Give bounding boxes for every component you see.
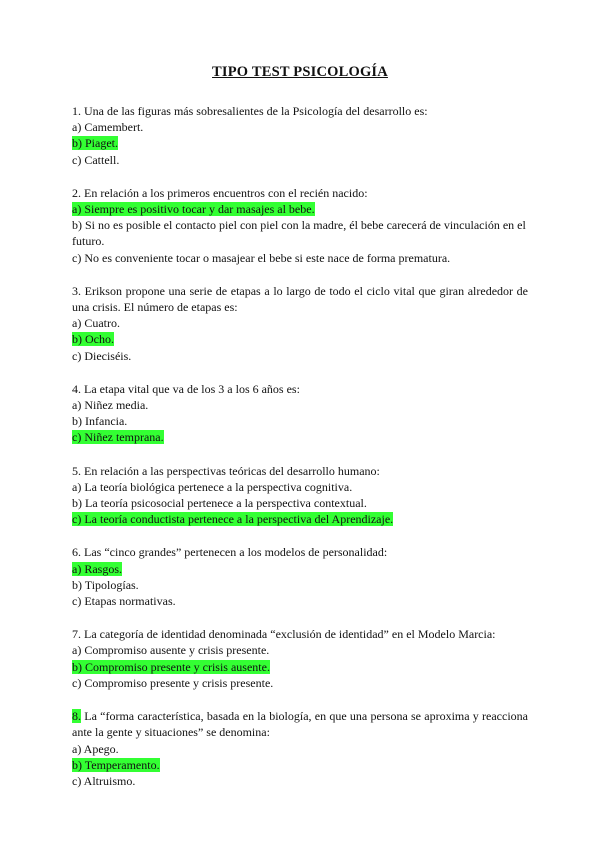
answer-option-correct bbox=[72, 757, 528, 773]
answer-option-text: a) Apego. bbox=[72, 741, 119, 756]
question-block bbox=[72, 103, 528, 168]
answer-option bbox=[72, 479, 528, 495]
answer-option-correct bbox=[72, 659, 528, 675]
answer-option bbox=[72, 315, 528, 331]
document-page bbox=[72, 62, 528, 806]
question-stem: 1. Una de las figuras más sobresalientes de la Psicología del desarrollo es: bbox=[72, 104, 428, 118]
question-text bbox=[72, 185, 528, 201]
answer-option bbox=[72, 495, 528, 511]
answer-option-text: c) Compromiso presente y crisis presente. bbox=[72, 675, 274, 690]
answer-option-text: a) Niñez media. bbox=[72, 398, 149, 413]
answer-option-correct bbox=[72, 201, 528, 217]
answer-option-text: c) Etapas normativas. bbox=[72, 594, 176, 609]
answer-option-text: b) Temperamento. bbox=[72, 757, 160, 772]
answer-option-text: c) No es conveniente tocar o masajear el bebe si este nace de forma prematura. bbox=[72, 250, 451, 265]
answer-option-correct bbox=[72, 511, 528, 527]
answer-option-text: a) Siempre es positivo tocar y dar masajes al bebe. bbox=[72, 202, 315, 217]
answer-option-text: c) Dieciséis. bbox=[72, 348, 132, 363]
question-text bbox=[72, 381, 528, 397]
answer-option-text: b) Compromiso presente y crisis ausente. bbox=[72, 659, 270, 674]
question-block bbox=[72, 463, 528, 528]
answer-option-text: a) Cuatro. bbox=[72, 316, 120, 331]
question-text bbox=[72, 283, 528, 315]
question-stem: La “forma característica, basada en la biología, en que una persona se aproxima y reacciona ante la gente y situaciones” se denomina: bbox=[72, 709, 528, 740]
answer-option bbox=[72, 577, 528, 593]
document-title: TIPO TEST PSICOLOGÍA bbox=[212, 64, 388, 80]
answer-option-correct bbox=[72, 561, 528, 577]
answer-option-text: a) Rasgos. bbox=[72, 561, 122, 576]
question-block bbox=[72, 626, 528, 691]
answer-option bbox=[72, 217, 528, 249]
answer-option-text: c) Cattell. bbox=[72, 152, 120, 167]
answer-option-correct bbox=[72, 429, 528, 445]
answer-option-correct bbox=[72, 331, 528, 347]
question-stem: 4. La etapa vital que va de los 3 a los 6 años es: bbox=[72, 381, 300, 396]
question-block bbox=[72, 283, 528, 364]
question-stem: 6. Las “cinco grandes” pertenecen a los modelos de personalidad: bbox=[72, 545, 388, 560]
question-text bbox=[72, 544, 528, 560]
question-block bbox=[72, 381, 528, 446]
answer-option-correct bbox=[72, 135, 528, 151]
question-text bbox=[72, 626, 528, 642]
question-stem: 3. Erikson propone una serie de etapas a lo largo de todo el ciclo vital que giran alrededor de una crisis. El número de etapas es: bbox=[72, 283, 528, 315]
question-text bbox=[72, 103, 528, 119]
answer-option bbox=[72, 773, 528, 789]
answer-option-text: a) La teoría biológica pertenece a la perspectiva cognitiva. bbox=[72, 479, 353, 494]
question-stem: 2. En relación a los primeros encuentros con el recién nacido: bbox=[72, 185, 368, 200]
question-stem: 7. La categoría de identidad denominada “exclusión de identidad” en el Modelo Marcia: bbox=[72, 627, 496, 642]
answer-option bbox=[72, 675, 528, 691]
answer-option-text: c) Altruismo. bbox=[72, 773, 136, 788]
answer-option bbox=[72, 348, 528, 364]
answer-option-text: b) Piaget. bbox=[72, 136, 118, 151]
answer-option bbox=[72, 397, 528, 413]
answer-option-text: a) Compromiso ausente y crisis presente. bbox=[72, 643, 270, 658]
question-list bbox=[72, 103, 528, 789]
answer-option-text: b) Tipologías. bbox=[72, 577, 139, 592]
question-block bbox=[72, 544, 528, 609]
answer-option bbox=[72, 152, 528, 168]
answer-option bbox=[72, 741, 528, 757]
answer-option-text: a) Camembert. bbox=[72, 120, 144, 135]
answer-option-text: c) La teoría conductista pertenece a la perspectiva del Aprendizaje. bbox=[72, 512, 394, 527]
answer-option-text: c) Niñez temprana. bbox=[72, 430, 164, 445]
answer-option-text: b) La teoría psicosocial pertenece a la perspectiva contextual. bbox=[72, 496, 367, 511]
answer-option-text: b) Ocho. bbox=[72, 332, 114, 347]
question-text bbox=[72, 463, 528, 479]
answer-option-text: b) Si no es posible el contacto piel con piel con la madre, él bebe carecerá de vinculación en el futuro. bbox=[72, 218, 526, 249]
question-number: 8. bbox=[72, 709, 81, 724]
question-block bbox=[72, 708, 528, 789]
answer-option bbox=[72, 250, 528, 266]
question-text bbox=[72, 708, 528, 740]
answer-option bbox=[72, 413, 528, 429]
question-block bbox=[72, 185, 528, 266]
answer-option-text: b) Infancia. bbox=[72, 414, 128, 429]
question-stem: 5. En relación a las perspectivas teóricas del desarrollo humano: bbox=[72, 463, 380, 478]
answer-option bbox=[72, 119, 528, 135]
answer-option bbox=[72, 642, 528, 658]
answer-option bbox=[72, 593, 528, 609]
